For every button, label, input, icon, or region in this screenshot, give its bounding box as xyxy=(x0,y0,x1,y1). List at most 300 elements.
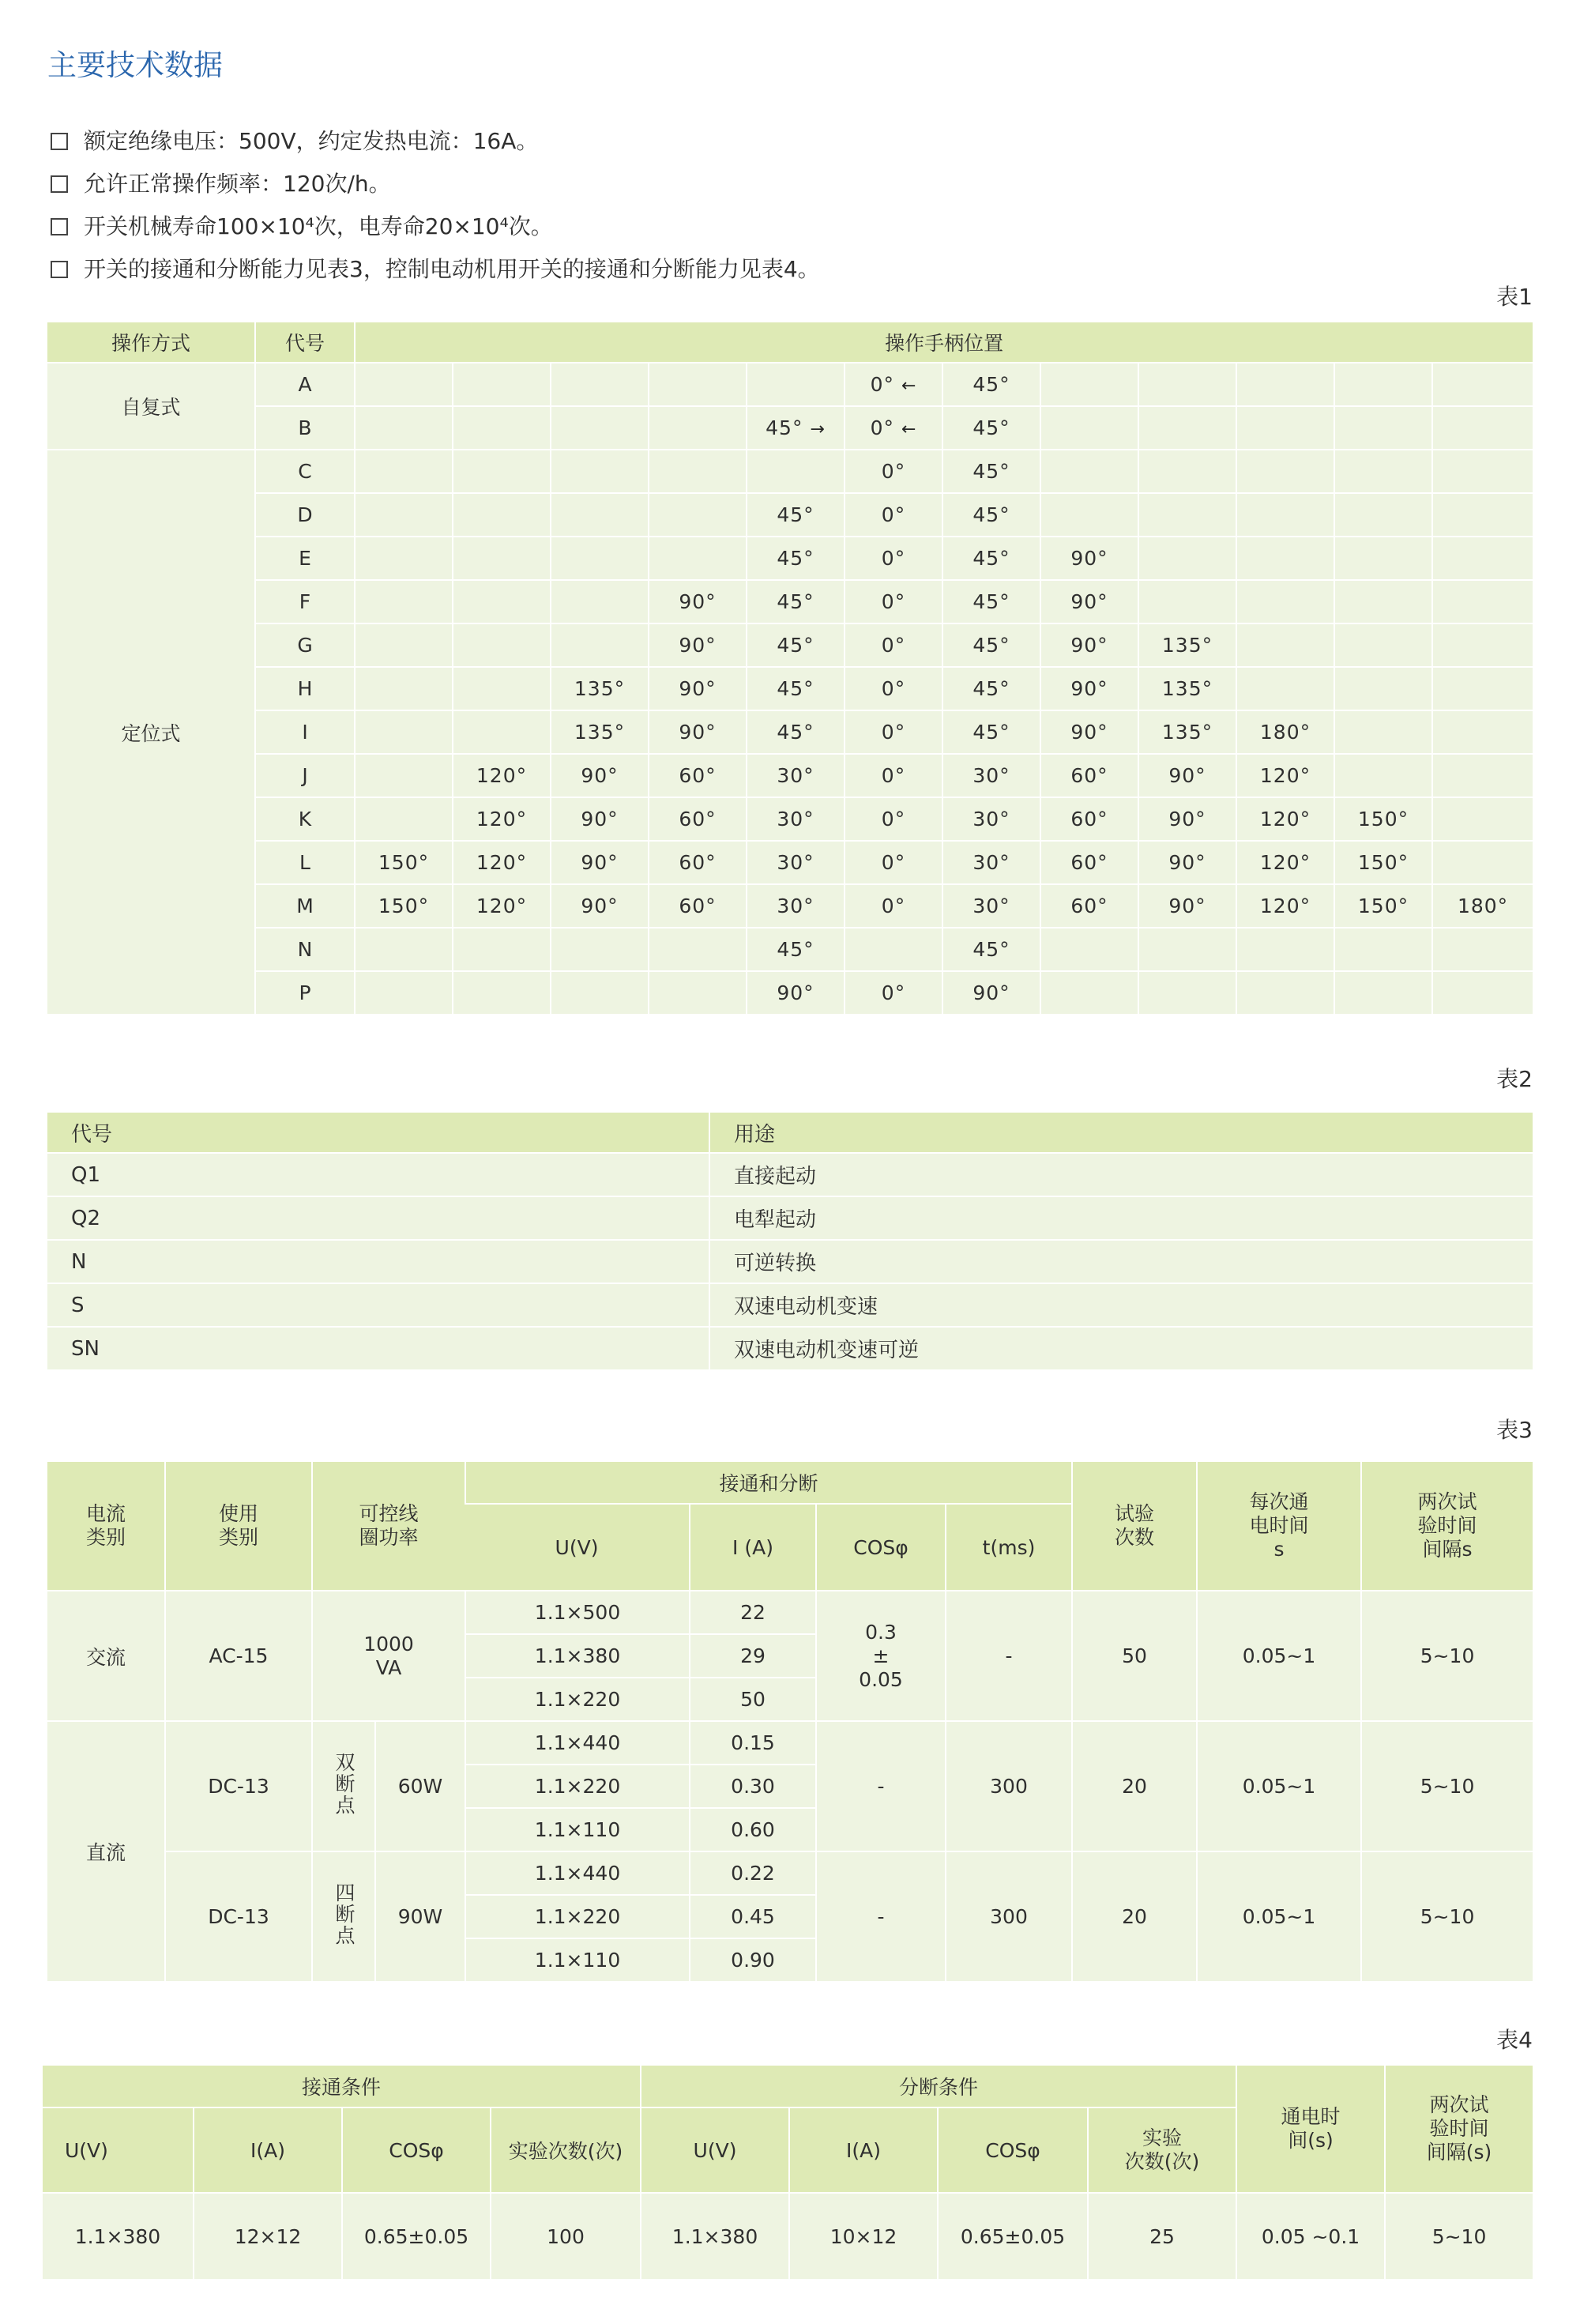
t1-position-cell xyxy=(942,840,1040,883)
t1-position-cell xyxy=(550,536,648,579)
t1-position-value: 180° xyxy=(1259,721,1311,744)
t1-position-cell xyxy=(1040,840,1138,883)
table2-header-use: 用途 xyxy=(709,1111,1533,1152)
t1-position-cell xyxy=(550,362,648,405)
t1-position-cell xyxy=(1334,970,1431,1014)
t3-dc-i: 0.60 xyxy=(689,1807,815,1851)
t3-dc-on-time: 0.05~1 xyxy=(1196,1720,1360,1851)
t1-position-value: 30° xyxy=(972,808,1010,831)
t1-position-value: 150° xyxy=(378,851,430,874)
t3-dc-interval: 5~10 xyxy=(1360,1851,1533,1981)
t1-position-value: 45° xyxy=(777,503,814,526)
t1-group-label: 定位式 xyxy=(47,449,254,1014)
t1-position-value: 0° xyxy=(881,547,906,570)
t1-position-cell xyxy=(648,970,746,1014)
t1-position-value: 90° xyxy=(972,981,1010,1004)
arrow-left-icon: ← xyxy=(901,420,917,439)
t1-position-cell xyxy=(844,710,942,753)
t1-position-cell xyxy=(942,492,1040,536)
t3-dc-points: 双断点 xyxy=(311,1720,374,1851)
t1-position-cell xyxy=(1138,362,1236,405)
t1-position-value: 90° xyxy=(581,851,619,874)
t1-position-value: 120° xyxy=(476,764,528,787)
t1-code: D xyxy=(254,492,354,536)
t1-position-cell xyxy=(746,623,844,666)
t1-position-cell xyxy=(1040,623,1138,666)
t1-position-value: 120° xyxy=(476,895,528,917)
t1-position-cell xyxy=(1138,536,1236,579)
t1-position-value: 45° xyxy=(972,721,1010,744)
t1-position-value: 30° xyxy=(777,895,814,917)
table2-cell: 双速电动机变速可逆 xyxy=(709,1326,1533,1369)
t3-ac-u: 1.1×500 xyxy=(465,1590,689,1633)
t1-position-cell xyxy=(354,623,452,666)
t1-position-cell xyxy=(452,883,550,927)
t1-position-cell xyxy=(452,970,550,1014)
t1-position-cell xyxy=(1138,840,1236,883)
t4-cell: 0.65±0.05 xyxy=(341,2192,490,2279)
t1-position-value: 45° xyxy=(777,634,814,657)
t1-position-cell xyxy=(1334,710,1431,753)
t1-position-value: 30° xyxy=(777,764,814,787)
t1-position-cell xyxy=(1334,579,1431,623)
t1-position-cell xyxy=(844,970,942,1014)
t4-cell: 5~10 xyxy=(1384,2192,1533,2279)
t1-position-cell xyxy=(1040,710,1138,753)
t3-dc-u: 1.1×440 xyxy=(465,1720,689,1764)
t3-dc-on-time: 0.05~1 xyxy=(1196,1851,1360,1981)
t1-position-cell xyxy=(844,883,942,927)
t1-position-cell xyxy=(452,840,550,883)
table2-cell: Q1 xyxy=(47,1152,709,1196)
t3-ac-u: 1.1×380 xyxy=(465,1633,689,1677)
t1-position-value: 120° xyxy=(1259,851,1311,874)
t1-position-cell xyxy=(942,666,1040,710)
t1-position-value: 120° xyxy=(476,808,528,831)
t1-position-cell xyxy=(942,883,1040,927)
t1-position-cell xyxy=(648,883,746,927)
t1-position-value: 45° xyxy=(972,416,1010,439)
t1-position-value: 90° xyxy=(679,590,717,613)
t1-position-cell xyxy=(942,405,1040,449)
t1-position-value: 90° xyxy=(1070,590,1108,613)
t1-position-value: 90° xyxy=(679,677,717,700)
t1-position-cell xyxy=(844,362,942,405)
t1-header-mode: 操作方式 xyxy=(47,321,254,362)
t1-position-value: 180° xyxy=(1457,895,1509,917)
t4-header-make-i: I(A) xyxy=(193,2107,341,2192)
t1-position-cell xyxy=(452,623,550,666)
t3-header-cos: COSφ xyxy=(815,1503,945,1590)
t1-position-value: 60° xyxy=(679,895,717,917)
t1-position-cell xyxy=(942,710,1040,753)
t1-position-cell xyxy=(1334,840,1431,883)
arrow-right-icon: → xyxy=(810,420,826,439)
t1-position-cell xyxy=(550,579,648,623)
t1-position-cell xyxy=(648,753,746,797)
t1-position-cell xyxy=(1236,753,1334,797)
t1-position-cell xyxy=(844,492,942,536)
checkbox-icon xyxy=(51,218,68,235)
t1-position-cell xyxy=(354,362,452,405)
t1-position-cell xyxy=(1236,492,1334,536)
t1-position-cell xyxy=(1138,797,1236,840)
t3-header-tests: 试验 次数 xyxy=(1071,1460,1196,1590)
t1-position-cell xyxy=(1334,536,1431,579)
t1-position-value: 45° xyxy=(777,721,814,744)
t1-position-cell xyxy=(1236,536,1334,579)
t1-position-cell xyxy=(452,666,550,710)
t1-code: E xyxy=(254,536,354,579)
t1-position-cell xyxy=(746,710,844,753)
t1-position-cell xyxy=(354,405,452,449)
t4-cell: 0.65±0.05 xyxy=(937,2192,1087,2279)
t3-header-make-break: 接通和分断 xyxy=(465,1460,1071,1503)
t1-position-value: 90° xyxy=(1070,721,1108,744)
t1-position-cell xyxy=(452,449,550,492)
t1-position-cell xyxy=(1040,797,1138,840)
t1-position-value: 90° xyxy=(1168,851,1206,874)
spec-item: 开关的接通和分断能力见表3，控制电动机用开关的接通和分断能力见表4。 xyxy=(51,248,820,291)
t1-position-cell xyxy=(1236,970,1334,1014)
arrow-left-icon: ← xyxy=(901,376,917,396)
t1-position-cell xyxy=(746,970,844,1014)
t1-position-cell xyxy=(452,536,550,579)
t3-ac-cos: 0.3 ± 0.05 xyxy=(815,1590,945,1720)
t1-code: B xyxy=(254,405,354,449)
t1-code: J xyxy=(254,753,354,797)
t1-position-value: 0° xyxy=(881,981,906,1004)
t1-position-value: 0° xyxy=(881,503,906,526)
t1-position-cell xyxy=(1040,666,1138,710)
t1-position-cell xyxy=(550,666,648,710)
t3-ac-use: AC-15 xyxy=(164,1590,311,1720)
t1-position-cell xyxy=(844,449,942,492)
t3-dc-u: 1.1×110 xyxy=(465,1938,689,1981)
t1-position-cell xyxy=(1040,927,1138,970)
t1-position-cell xyxy=(550,970,648,1014)
t3-dc-power: 60W xyxy=(374,1720,465,1851)
t1-position-cell xyxy=(1040,579,1138,623)
t1-position-cell xyxy=(746,666,844,710)
table4-caption: 表4 xyxy=(1496,2027,1533,2053)
t1-code: L xyxy=(254,840,354,883)
t1-position-value: 0° xyxy=(881,721,906,744)
t1-position-cell xyxy=(1334,449,1431,492)
t1-position-value: 45° xyxy=(972,677,1010,700)
t1-position-cell xyxy=(1040,449,1138,492)
t1-position-value: 45° xyxy=(972,590,1010,613)
t1-position-cell xyxy=(746,797,844,840)
t1-position-cell xyxy=(354,797,452,840)
t1-position-value: 90° xyxy=(1070,634,1108,657)
t3-ac-type: 交流 xyxy=(47,1590,164,1720)
t1-position-cell xyxy=(550,883,648,927)
t1-position-cell xyxy=(942,753,1040,797)
t4-header-break-i: I(A) xyxy=(788,2107,937,2192)
t1-position-value: 90° xyxy=(581,808,619,831)
t1-position-cell xyxy=(452,797,550,840)
t1-code: C xyxy=(254,449,354,492)
t1-code: F xyxy=(254,579,354,623)
t1-position-value: 45° xyxy=(972,634,1010,657)
t1-position-cell xyxy=(452,362,550,405)
t1-position-cell xyxy=(1334,362,1431,405)
t1-position-value: 90° xyxy=(679,634,717,657)
t3-dc-u: 1.1×220 xyxy=(465,1764,689,1807)
t1-position-value: 120° xyxy=(476,851,528,874)
t3-dc-u: 1.1×440 xyxy=(465,1851,689,1894)
t3-dc-u: 1.1×220 xyxy=(465,1894,689,1938)
t1-code: I xyxy=(254,710,354,753)
t1-position-cell xyxy=(452,579,550,623)
t1-position-cell xyxy=(648,362,746,405)
t1-position-value: 150° xyxy=(1357,851,1409,874)
t1-position-cell xyxy=(942,927,1040,970)
t4-header-interval: 两次试 验时间 间隔(s) xyxy=(1384,2064,1533,2192)
t1-position-value: 90° xyxy=(679,721,717,744)
t1-position-cell xyxy=(942,536,1040,579)
t1-position-cell xyxy=(1236,927,1334,970)
t1-code: H xyxy=(254,666,354,710)
t1-position-cell xyxy=(746,492,844,536)
t3-ac-interval: 5~10 xyxy=(1360,1590,1533,1720)
t1-position-cell xyxy=(354,840,452,883)
t1-position-cell xyxy=(1236,362,1334,405)
t3-header-on-time: 每次通 电时间 s xyxy=(1196,1460,1360,1590)
t1-position-value: 45° xyxy=(766,416,803,439)
t1-code: G xyxy=(254,623,354,666)
t1-position-cell xyxy=(1138,623,1236,666)
table4 xyxy=(43,2064,1533,2279)
table1 xyxy=(47,321,1533,1014)
t1-position-cell xyxy=(1138,492,1236,536)
t3-header-use-type: 使用 类别 xyxy=(164,1460,311,1590)
t1-position-value: 0° xyxy=(881,895,906,917)
t1-position-value: 90° xyxy=(1070,677,1108,700)
t1-position-cell xyxy=(354,666,452,710)
t1-position-value: 0° xyxy=(881,808,906,831)
t1-position-value: 45° xyxy=(972,460,1010,483)
t1-position-cell xyxy=(1236,840,1334,883)
t1-header-code: 代号 xyxy=(254,321,354,362)
t1-position-value: 150° xyxy=(378,895,430,917)
t1-position-cell xyxy=(1431,536,1533,579)
t4-header-break-cos: COSφ xyxy=(937,2107,1087,2192)
t1-position-value: 90° xyxy=(1168,895,1206,917)
t1-position-value: 90° xyxy=(777,981,814,1004)
t1-position-value: 60° xyxy=(1070,764,1108,787)
t3-ac-power: 1000 VA xyxy=(311,1590,465,1720)
t1-position-value: 135° xyxy=(574,677,626,700)
t3-ac-t: - xyxy=(945,1590,1071,1720)
t4-cell: 0.05 ~0.1 xyxy=(1236,2192,1384,2279)
t3-dc-i: 0.22 xyxy=(689,1851,815,1894)
t1-position-value: 0° xyxy=(881,764,906,787)
t1-position-cell xyxy=(1236,797,1334,840)
t3-dc-tests: 20 xyxy=(1071,1720,1196,1851)
t1-position-value: 150° xyxy=(1357,895,1409,917)
table2-caption: 表2 xyxy=(1496,1066,1533,1092)
t1-position-cell xyxy=(354,927,452,970)
t1-position-value: 135° xyxy=(1161,677,1213,700)
t1-position-cell xyxy=(1138,579,1236,623)
table2 xyxy=(47,1111,1533,1369)
spec-item: 额定绝缘电压：500V，约定发热电流：16A。 xyxy=(51,120,820,163)
t1-position-cell xyxy=(1431,666,1533,710)
t1-position-cell xyxy=(1040,970,1138,1014)
t3-ac-u: 1.1×220 xyxy=(465,1677,689,1720)
t1-position-cell xyxy=(1040,883,1138,927)
t1-position-value: 120° xyxy=(1259,764,1311,787)
t1-position-cell xyxy=(354,753,452,797)
spec-item: 允许正常操作频率：120次/h。 xyxy=(51,163,820,205)
t1-position-cell xyxy=(942,449,1040,492)
t1-position-cell xyxy=(1236,449,1334,492)
t1-position-value: 30° xyxy=(972,895,1010,917)
t4-header-break-tests: 实验 次数(次) xyxy=(1087,2107,1236,2192)
t1-position-cell xyxy=(550,623,648,666)
t1-position-cell xyxy=(1138,405,1236,449)
t4-header-on-time: 通电时 间(s) xyxy=(1236,2064,1384,2192)
t1-position-cell xyxy=(746,579,844,623)
t1-position-value: 30° xyxy=(777,808,814,831)
t3-dc-cos: - xyxy=(815,1720,945,1851)
table1-caption: 表1 xyxy=(1496,284,1533,310)
t1-position-value: 0° xyxy=(870,416,894,439)
t1-position-cell xyxy=(648,840,746,883)
t1-position-cell xyxy=(1040,536,1138,579)
t4-cell: 12×12 xyxy=(193,2192,341,2279)
t4-header-break: 分断条件 xyxy=(640,2064,1236,2107)
t1-position-cell xyxy=(550,449,648,492)
t1-position-cell xyxy=(1334,623,1431,666)
t1-position-value: 150° xyxy=(1357,808,1409,831)
t1-position-cell xyxy=(1431,449,1533,492)
t4-cell: 1.1×380 xyxy=(43,2192,193,2279)
t1-position-cell xyxy=(746,449,844,492)
table2-header-code: 代号 xyxy=(47,1111,709,1152)
t1-position-value: 0° xyxy=(881,851,906,874)
t1-position-cell xyxy=(648,492,746,536)
t1-position-value: 135° xyxy=(574,721,626,744)
t1-position-value: 90° xyxy=(1168,764,1206,787)
t1-position-cell xyxy=(1431,710,1533,753)
t1-position-cell xyxy=(1334,797,1431,840)
t1-position-cell xyxy=(648,449,746,492)
table2-cell: N xyxy=(47,1239,709,1283)
t1-position-value: 60° xyxy=(1070,851,1108,874)
t1-position-value: 120° xyxy=(1259,808,1311,831)
t1-position-value: 45° xyxy=(972,503,1010,526)
t1-position-cell xyxy=(1236,710,1334,753)
t1-position-cell xyxy=(648,405,746,449)
t1-position-cell xyxy=(1431,492,1533,536)
t1-position-cell xyxy=(1236,666,1334,710)
t1-code: P xyxy=(254,970,354,1014)
t3-dc-i: 0.15 xyxy=(689,1720,815,1764)
t1-position-value: 60° xyxy=(1070,895,1108,917)
t4-cell: 25 xyxy=(1087,2192,1236,2279)
t1-position-cell xyxy=(354,710,452,753)
t3-dc-use: DC-13 xyxy=(164,1720,311,1851)
t1-position-value: 135° xyxy=(1161,721,1213,744)
t1-position-value: 135° xyxy=(1161,634,1213,657)
page-title: 主要技术数据 xyxy=(47,48,223,82)
t1-position-cell xyxy=(844,536,942,579)
table3-caption: 表3 xyxy=(1496,1417,1533,1443)
t1-position-value: 45° xyxy=(777,938,814,961)
table2-cell: S xyxy=(47,1283,709,1326)
t1-position-cell xyxy=(648,927,746,970)
t1-position-value: 45° xyxy=(972,373,1010,396)
t1-position-cell xyxy=(1040,362,1138,405)
t1-position-cell xyxy=(746,536,844,579)
t1-position-cell xyxy=(1138,883,1236,927)
t1-position-cell xyxy=(1138,927,1236,970)
t1-position-cell xyxy=(354,536,452,579)
t1-position-value: 60° xyxy=(1070,808,1108,831)
t1-position-value: 120° xyxy=(1259,895,1311,917)
t3-header-t: t(ms) xyxy=(945,1503,1071,1590)
t1-position-value: 90° xyxy=(1070,547,1108,570)
t1-position-cell xyxy=(1334,666,1431,710)
t1-position-cell xyxy=(1431,579,1533,623)
t3-dc-power: 90W xyxy=(374,1851,465,1981)
t1-position-cell xyxy=(648,536,746,579)
t1-position-value: 30° xyxy=(972,764,1010,787)
t3-dc-tests: 20 xyxy=(1071,1851,1196,1981)
t1-position-cell xyxy=(746,883,844,927)
t1-position-cell xyxy=(1236,883,1334,927)
t1-position-value: 30° xyxy=(972,851,1010,874)
t3-dc-type: 直流 xyxy=(47,1720,164,1981)
t3-dc-u: 1.1×110 xyxy=(465,1807,689,1851)
t1-position-value: 45° xyxy=(777,590,814,613)
t3-ac-i: 29 xyxy=(689,1633,815,1677)
t1-position-cell xyxy=(354,492,452,536)
t1-position-cell xyxy=(942,362,1040,405)
t4-cell: 1.1×380 xyxy=(640,2192,788,2279)
t1-position-cell xyxy=(452,927,550,970)
t1-position-cell xyxy=(550,927,648,970)
table2-cell: 电犁起动 xyxy=(709,1196,1533,1239)
table2-cell: 直接起动 xyxy=(709,1152,1533,1196)
t1-position-value: 0° xyxy=(870,373,894,396)
t1-position-value: 45° xyxy=(777,677,814,700)
t3-ac-i: 22 xyxy=(689,1590,815,1633)
t1-position-cell xyxy=(354,883,452,927)
t1-position-cell xyxy=(746,362,844,405)
t3-ac-on-time: 0.05~1 xyxy=(1196,1590,1360,1720)
t1-position-cell xyxy=(354,579,452,623)
t1-position-cell xyxy=(1138,710,1236,753)
t1-position-cell xyxy=(942,579,1040,623)
t1-position-cell xyxy=(1334,883,1431,927)
t1-position-cell xyxy=(1431,883,1533,927)
t1-position-cell xyxy=(648,579,746,623)
t1-position-cell xyxy=(1138,449,1236,492)
t1-position-cell xyxy=(452,710,550,753)
t1-position-cell xyxy=(746,840,844,883)
t1-position-cell xyxy=(844,666,942,710)
t1-position-cell xyxy=(746,405,844,449)
t3-dc-points: 四断点 xyxy=(311,1851,374,1981)
checkbox-icon xyxy=(51,175,68,193)
t3-header-current-type: 电流 类别 xyxy=(47,1460,164,1590)
t1-position-cell xyxy=(1431,840,1533,883)
table3 xyxy=(47,1460,1533,1981)
